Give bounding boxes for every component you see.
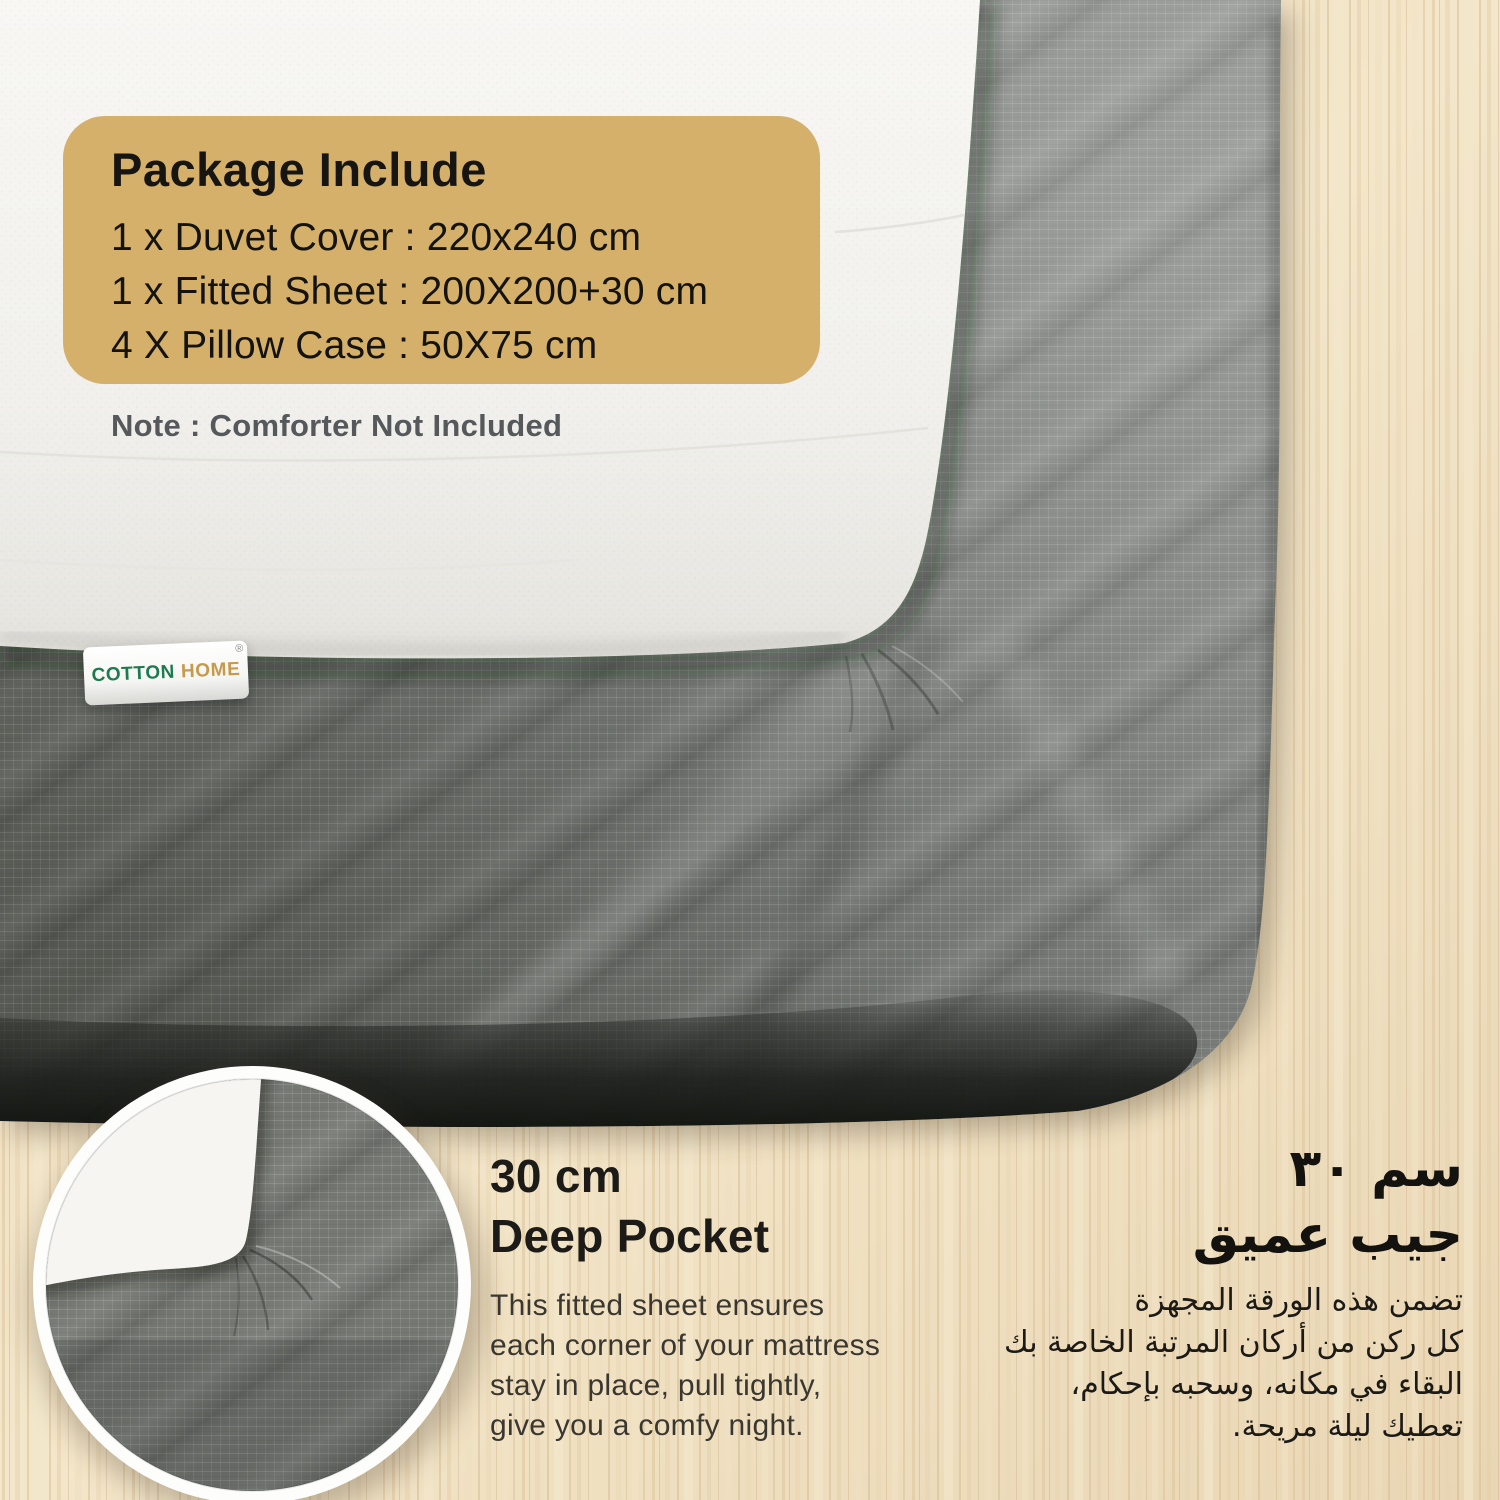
feature-english-title (490, 1146, 880, 1266)
feature-arabic-title-line1: سم ٣٠ (1289, 1139, 1463, 1199)
feature-english (490, 1146, 880, 1446)
note-text: Note : Comforter Not Included (111, 408, 563, 443)
feature-english-body (490, 1286, 880, 1446)
feature-english-title-line2: Deep Pocket (490, 1210, 770, 1262)
feature-arabic-title-line2: جيب عميق (1192, 1205, 1463, 1265)
feature-english-body-line: This fitted sheet ensures (490, 1289, 825, 1322)
registered-mark-icon: ® (235, 642, 245, 655)
feature-english-body-line: give you a comfy night. (490, 1409, 804, 1442)
feature-arabic-title (1004, 1136, 1463, 1268)
package-include-box (63, 116, 820, 384)
package-item-duvet: 1 x Duvet Cover : 220x240 cm (111, 216, 642, 259)
feature-arabic-body-line: تعطيك ليلة مريحة. (1231, 1409, 1463, 1444)
feature-english-body-line: each corner of your mattress (490, 1329, 881, 1362)
brand-word-home: HOME (180, 658, 241, 683)
feature-arabic-body (1004, 1280, 1463, 1448)
feature-english-body-line: stay in place, pull tightly, (490, 1369, 822, 1402)
feature-arabic (1004, 1136, 1463, 1448)
feature-english-title-line1: 30 cm (490, 1150, 622, 1202)
brand-word-cotton: COTTON (91, 661, 176, 687)
feature-arabic-body-line: البقاء في مكانه، وسحبه بإحكام، (1070, 1367, 1463, 1402)
feature-arabic-body-line: كل ركن من أركان المرتبة الخاصة بك (1003, 1325, 1463, 1360)
package-item-fitted-sheet: 1 x Fitted Sheet : 200X200+30 cm (111, 270, 709, 313)
package-title: Package Include (111, 143, 487, 196)
feature-arabic-body-line: تضمن هذه الورقة المجهزة (1134, 1283, 1463, 1318)
brand-tag (83, 640, 249, 705)
package-item-pillow-case: 4 X Pillow Case : 50X75 cm (111, 324, 598, 367)
